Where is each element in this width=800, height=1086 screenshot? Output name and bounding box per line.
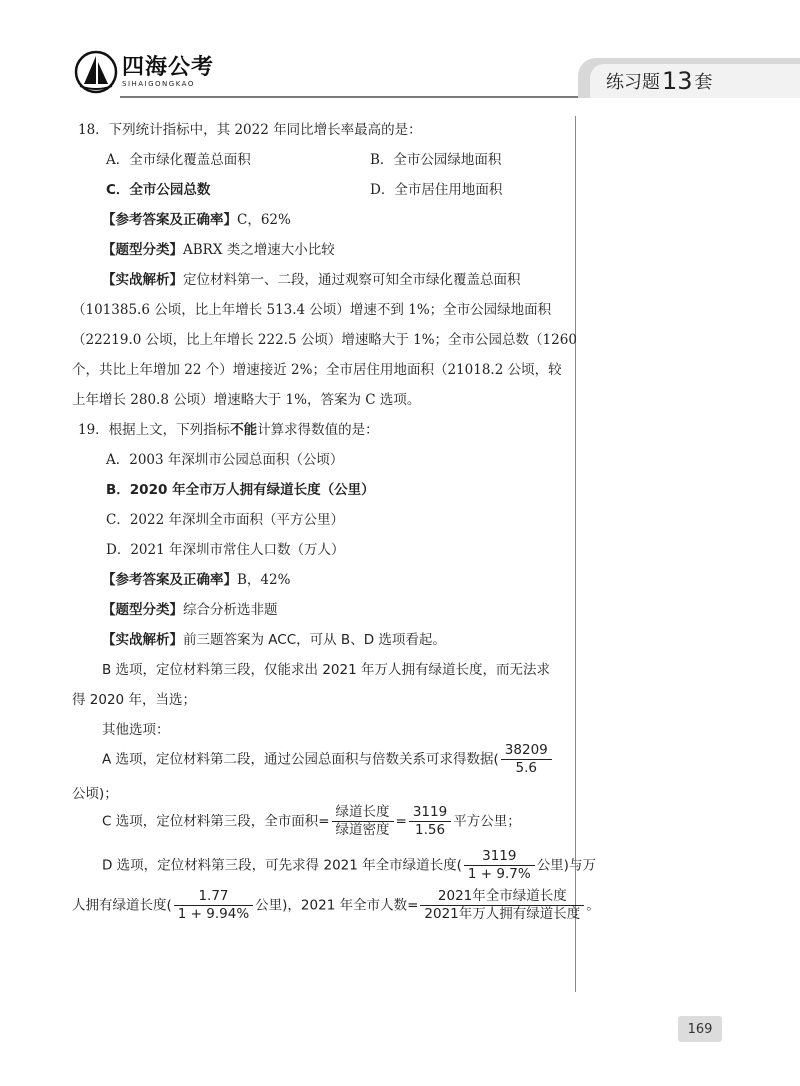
- q19-option-c: C．2022 年深圳全市面积（平方公里）: [106, 512, 344, 528]
- fraction-c1: [332, 804, 394, 839]
- fraction-d2-numerator: 1.77: [174, 888, 253, 906]
- q19-analysis-tag: 【实战解析】: [102, 632, 183, 648]
- q18-analysis-text-1: 定位材料第一、二段，通过观察可知全市绿化覆盖总面积: [183, 272, 521, 288]
- q18-type-tag: 【题型分类】: [102, 242, 183, 258]
- q19-d2-end: 。: [586, 897, 600, 914]
- page-header: [0, 0, 800, 110]
- q19-option-d: D．2021 年深圳市常住人口数（万人）: [106, 542, 345, 558]
- fraction-a-numerator: 38209: [501, 742, 552, 760]
- q19-stem-post: 计算求得数值的是：: [257, 422, 379, 438]
- q19-type: 综合分析选非题: [183, 602, 278, 618]
- q19-c-text: C 选项，定位材料第三段，全市面积=: [102, 813, 330, 830]
- q18-stem: 18．下列统计指标中，其 2022 年同比增长率最高的是：: [78, 122, 422, 138]
- q18-type: ABRX 类之增速大小比较: [183, 242, 335, 258]
- q19-option-c-explain: [102, 804, 521, 839]
- q19-stem-emphasis: 不能: [230, 422, 258, 438]
- fraction-d3-denominator: 2021年万人拥有绿道长度: [424, 906, 581, 922]
- q19-analysis-text: 前三题答案为 ACC，可从 B、D 选项看起。: [183, 632, 446, 648]
- q19-b-line-1: B 选项，定位材料第三段，仅能求出 2021 年万人拥有绿道长度，而无法求: [102, 662, 550, 678]
- q19-d2-mid: 公里)，2021 年全市人数=: [255, 897, 419, 914]
- equals-sign: =: [395, 813, 407, 830]
- chapter-tab: [578, 58, 800, 98]
- logo: [74, 50, 214, 94]
- q19-b-line-2: 得 2020 年，当选；: [72, 692, 196, 708]
- q18-option-c: C．全市公园总数: [106, 182, 211, 198]
- q18-analysis-line-1: [102, 268, 521, 288]
- fraction-c1-denominator: 绿道密度: [335, 822, 390, 838]
- fraction-d2: [174, 888, 253, 923]
- q19-type-tag: 【题型分类】: [102, 602, 183, 618]
- header-rule: [120, 96, 580, 98]
- q19-answer-line: [102, 568, 290, 588]
- q19-option-a-explain: [102, 742, 554, 777]
- fraction-d1-numerator: 3119: [464, 848, 535, 866]
- q19-answer-tag: 【参考答案及正确率】: [102, 572, 237, 588]
- fraction-d3: [420, 888, 584, 923]
- sailboat-logo-icon: [74, 50, 118, 94]
- q19-option-d-explain-2: [72, 888, 600, 923]
- fraction-d1: [464, 848, 535, 883]
- fraction-c2: [409, 804, 451, 839]
- q19-a-text: A 选项，定位材料第二段，通过公园总面积与倍数关系可求得数据(: [102, 751, 499, 768]
- q18-option-d: D．全市居住用地面积: [370, 182, 503, 198]
- q19-d-text: D 选项，定位材料第三段，可先求得 2021 年全市绿道长度(: [102, 857, 462, 874]
- q18-option-b: B．全市公园绿地面积: [370, 152, 502, 168]
- q19-type-line: [102, 598, 278, 618]
- fraction-d2-denominator: 1 + 9.94%: [177, 906, 250, 922]
- q19-answer: B，42%: [237, 572, 291, 588]
- q18-analysis-tag: 【实战解析】: [102, 272, 183, 288]
- q19-analysis-line: [102, 628, 446, 648]
- q18-analysis-line-3: （22219.0 公顷，比上年增长 222.5 公顷）增速略大于 1%；全市公园总数（1260: [72, 332, 577, 348]
- q19-d-mid: 公里)与万: [536, 857, 596, 874]
- fraction-c2-denominator: 1.56: [414, 822, 446, 838]
- logo-pinyin-name: SIHAIGONGKAO: [122, 80, 195, 88]
- q18-analysis-line-4: 个，共比上年增加 22 个）增速接近 2%；全市居住用地面积（21018.2 公顷，较: [72, 362, 562, 378]
- chapter-tab-suffix: 套: [694, 72, 713, 93]
- fraction-a: [501, 742, 552, 777]
- q19-option-b: B．2020 年全市万人拥有绿道长度（公里）: [106, 482, 375, 498]
- q18-analysis-line-2: （101385.6 公顷，比上年增长 513.4 公顷）增速不到 1%；全市公园绿地面积: [72, 302, 552, 318]
- fraction-d1-denominator: 1 + 9.7%: [467, 866, 531, 882]
- q19-others-label: 其他选项：: [102, 722, 170, 738]
- q18-type-line: [102, 238, 335, 258]
- fraction-c1-numerator: 绿道长度: [332, 804, 394, 822]
- q19-d2-text: 人拥有绿道长度(: [72, 897, 172, 914]
- q19-c-unit: 平方公里；: [453, 813, 521, 830]
- q18-analysis-line-5: 上年增长 280.8 公顷）增速略大于 1%，答案为 C 选项。: [72, 392, 421, 408]
- logo-chinese-name: 四海公考: [122, 55, 215, 80]
- q19-a-unit: 公顷)；: [72, 786, 118, 802]
- fraction-a-denominator: 5.6: [515, 760, 538, 776]
- fraction-d3-numerator: 2021年全市绿道长度: [420, 888, 584, 906]
- page-number: 169: [678, 1016, 722, 1042]
- q19-stem-pre: 19．根据上文，下列指标: [78, 422, 231, 438]
- fraction-c2-numerator: 3119: [409, 804, 451, 822]
- q18-answer-line: [102, 208, 291, 228]
- q18-answer-tag: 【参考答案及正确率】: [102, 212, 237, 228]
- q19-option-a: A．2003 年深圳市公园总面积（公顷）: [106, 452, 344, 468]
- chapter-tab-number: 13: [662, 67, 693, 95]
- q18-option-a: A．全市绿化覆盖总面积: [106, 152, 251, 168]
- q19-stem: [78, 418, 379, 438]
- q18-answer: C，62%: [237, 212, 291, 228]
- q19-option-d-explain: [102, 848, 596, 883]
- chapter-tab-label: 练习题: [606, 72, 660, 93]
